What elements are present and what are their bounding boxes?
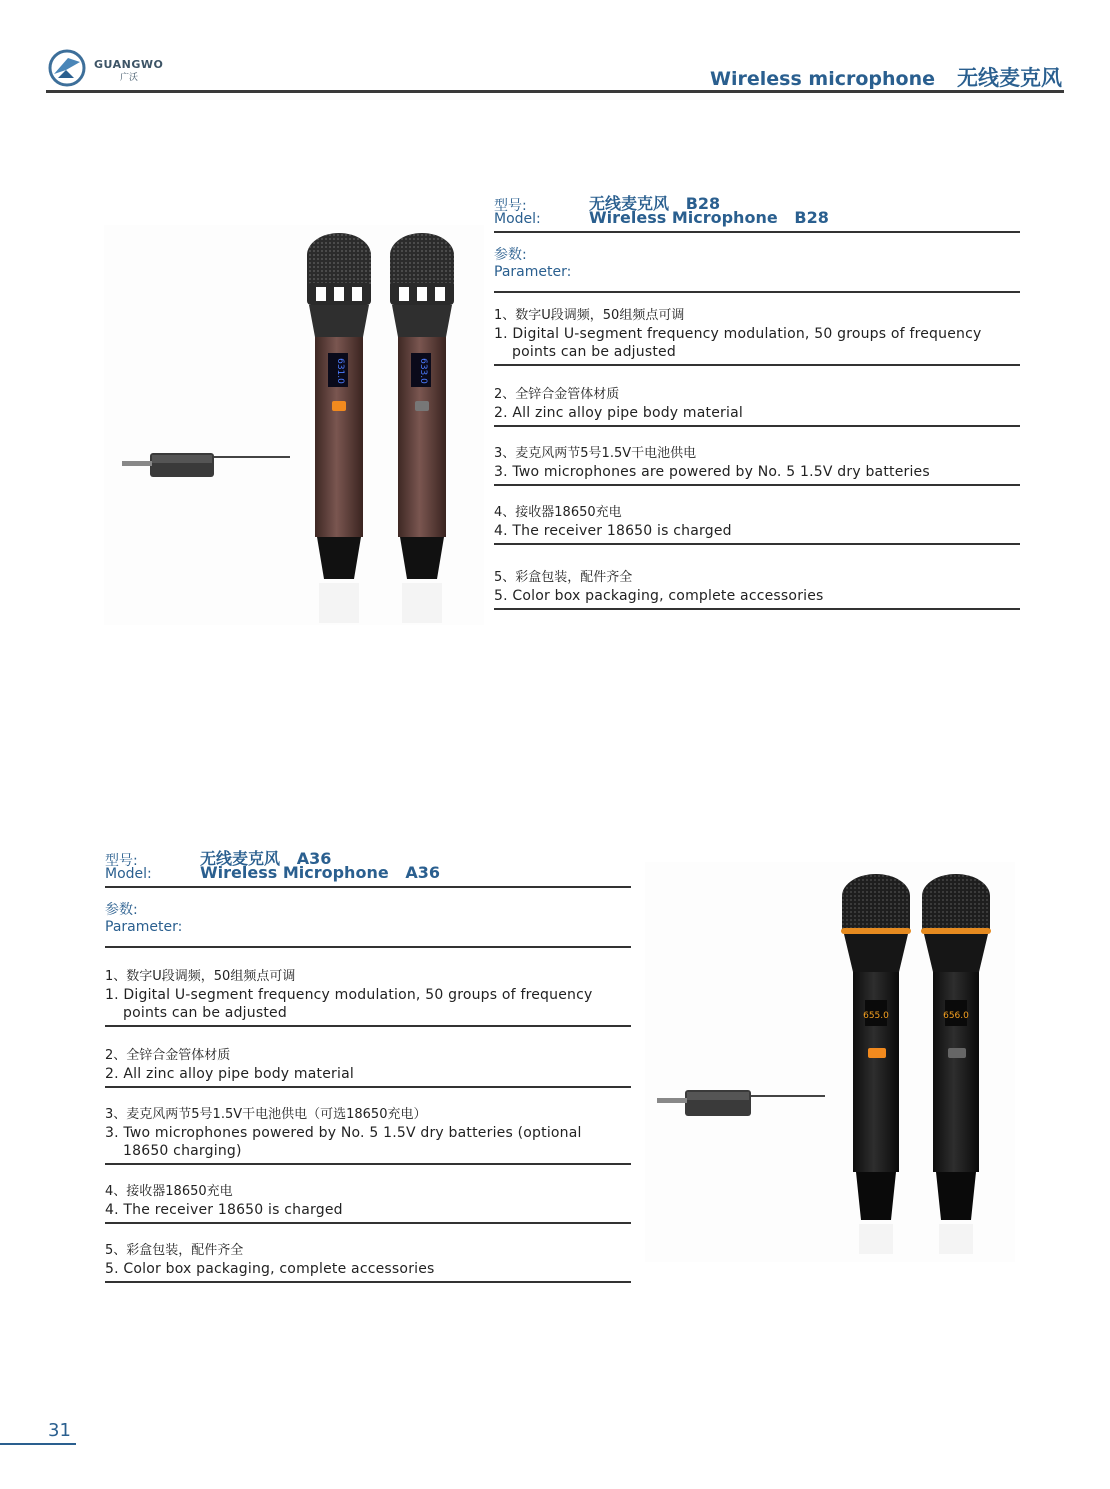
model-label-en: Model: — [105, 866, 152, 882]
divider — [494, 608, 1020, 610]
param-item — [494, 366, 1020, 425]
param-item-en: 3. Two microphones are powered by No. 5 1.5V dry batteries — [494, 464, 930, 480]
model-label-cn: 型号: — [494, 198, 527, 214]
model-name-en: Wireless Microphone A36 — [200, 863, 441, 882]
b28-right-display: 633.0 — [418, 358, 428, 384]
a36-mic-left — [841, 874, 911, 1220]
a36-right-display: 656.0 — [943, 1011, 969, 1021]
page-title-en: Wireless microphone — [710, 68, 935, 90]
param-item — [494, 545, 1020, 608]
param-item — [105, 948, 631, 1025]
spec-block-a36 — [105, 848, 631, 1283]
param-item-cn: 1、数字U段调频，50组频点可调 — [494, 308, 685, 323]
b28-mic-left — [307, 233, 371, 579]
param-item-cn: 1、数字U段调频，50组频点可调 — [105, 969, 296, 984]
param-item — [105, 1088, 631, 1163]
param-item-en: 3. Two microphones powered by No. 5 1.5V dry batteries (optional 18650 charging) — [105, 1125, 582, 1159]
parameter-heading — [105, 888, 631, 946]
param-item-cn: 3、麦克风两节5号1.5V干电池供电 — [494, 446, 697, 461]
product-image-b28 — [104, 225, 484, 625]
page-title-cn: 无线麦克风 — [957, 66, 1062, 90]
model-row — [105, 848, 631, 886]
model-name-cn: 无线麦克风 B28 — [589, 194, 721, 213]
param-item-en: 1. Digital U-segment frequency modulation, 50 groups of frequency points can be adjusted — [494, 326, 982, 360]
page-title — [710, 62, 1062, 92]
param-item-en: 2. All zinc alloy pipe body material — [105, 1066, 354, 1082]
spec-block-b28 — [494, 193, 1020, 610]
parameter-heading — [494, 233, 1020, 291]
param-item-cn: 2、全锌合金管体材质 — [494, 387, 620, 402]
param-item-cn: 2、全锌合金管体材质 — [105, 1048, 231, 1063]
brand-logo — [46, 48, 186, 92]
divider — [105, 1281, 631, 1283]
param-item-en: 4. The receiver 18650 is charged — [494, 523, 732, 539]
brand-name-cn: 广沃 — [120, 73, 139, 83]
param-item — [105, 1165, 631, 1222]
param-item — [494, 486, 1020, 543]
b28-left-display: 631.0 — [335, 358, 345, 384]
page-number: 31 — [48, 1420, 71, 1441]
page-number-underline — [0, 1443, 76, 1445]
param-item-cn: 4、接收器18650充电 — [105, 1184, 233, 1199]
model-row — [494, 193, 1020, 231]
model-label-cn: 型号: — [105, 853, 138, 869]
brand-name: GUANGWO — [94, 58, 164, 71]
header-divider — [46, 90, 1064, 93]
b28-microphones-illustration — [104, 225, 484, 625]
param-item-cn: 5、彩盒包装，配件齐全 — [494, 570, 633, 585]
parameter-label-cn: 参数: — [494, 247, 527, 263]
param-item-cn: 3、麦克风两节5号1.5V干电池供电（可选18650充电） — [105, 1107, 427, 1122]
param-item — [105, 1224, 631, 1281]
model-label-en: Model: — [494, 211, 541, 227]
param-item — [494, 427, 1020, 484]
b28-mic-right — [390, 233, 454, 579]
param-item-en: 2. All zinc alloy pipe body material — [494, 405, 743, 421]
parameter-label-cn: 参数: — [105, 902, 138, 918]
parameter-label-en: Parameter: — [494, 264, 572, 280]
param-item-en: 1. Digital U-segment frequency modulation, 50 groups of frequency points can be adjusted — [105, 987, 593, 1021]
guangwo-logo-icon — [46, 48, 88, 88]
product-image-a36 — [645, 862, 1015, 1262]
param-item-en: 5. Color box packaging, complete accessories — [494, 588, 824, 604]
model-name-cn: 无线麦克风 A36 — [200, 849, 332, 868]
a36-microphones-illustration — [645, 862, 1015, 1262]
b28-receiver — [122, 453, 290, 477]
param-item-en: 4. The receiver 18650 is charged — [105, 1202, 343, 1218]
param-item-cn: 5、彩盒包装，配件齐全 — [105, 1243, 244, 1258]
param-item-cn: 4、接收器18650充电 — [494, 505, 622, 520]
a36-receiver — [657, 1090, 825, 1116]
model-name-en: Wireless Microphone B28 — [589, 208, 829, 227]
param-item-en: 5. Color box packaging, complete accessories — [105, 1261, 435, 1277]
a36-mic-right — [921, 874, 991, 1220]
param-item — [105, 1027, 631, 1086]
param-item — [494, 293, 1020, 364]
parameter-label-en: Parameter: — [105, 919, 183, 935]
a36-left-display: 655.0 — [863, 1011, 889, 1021]
